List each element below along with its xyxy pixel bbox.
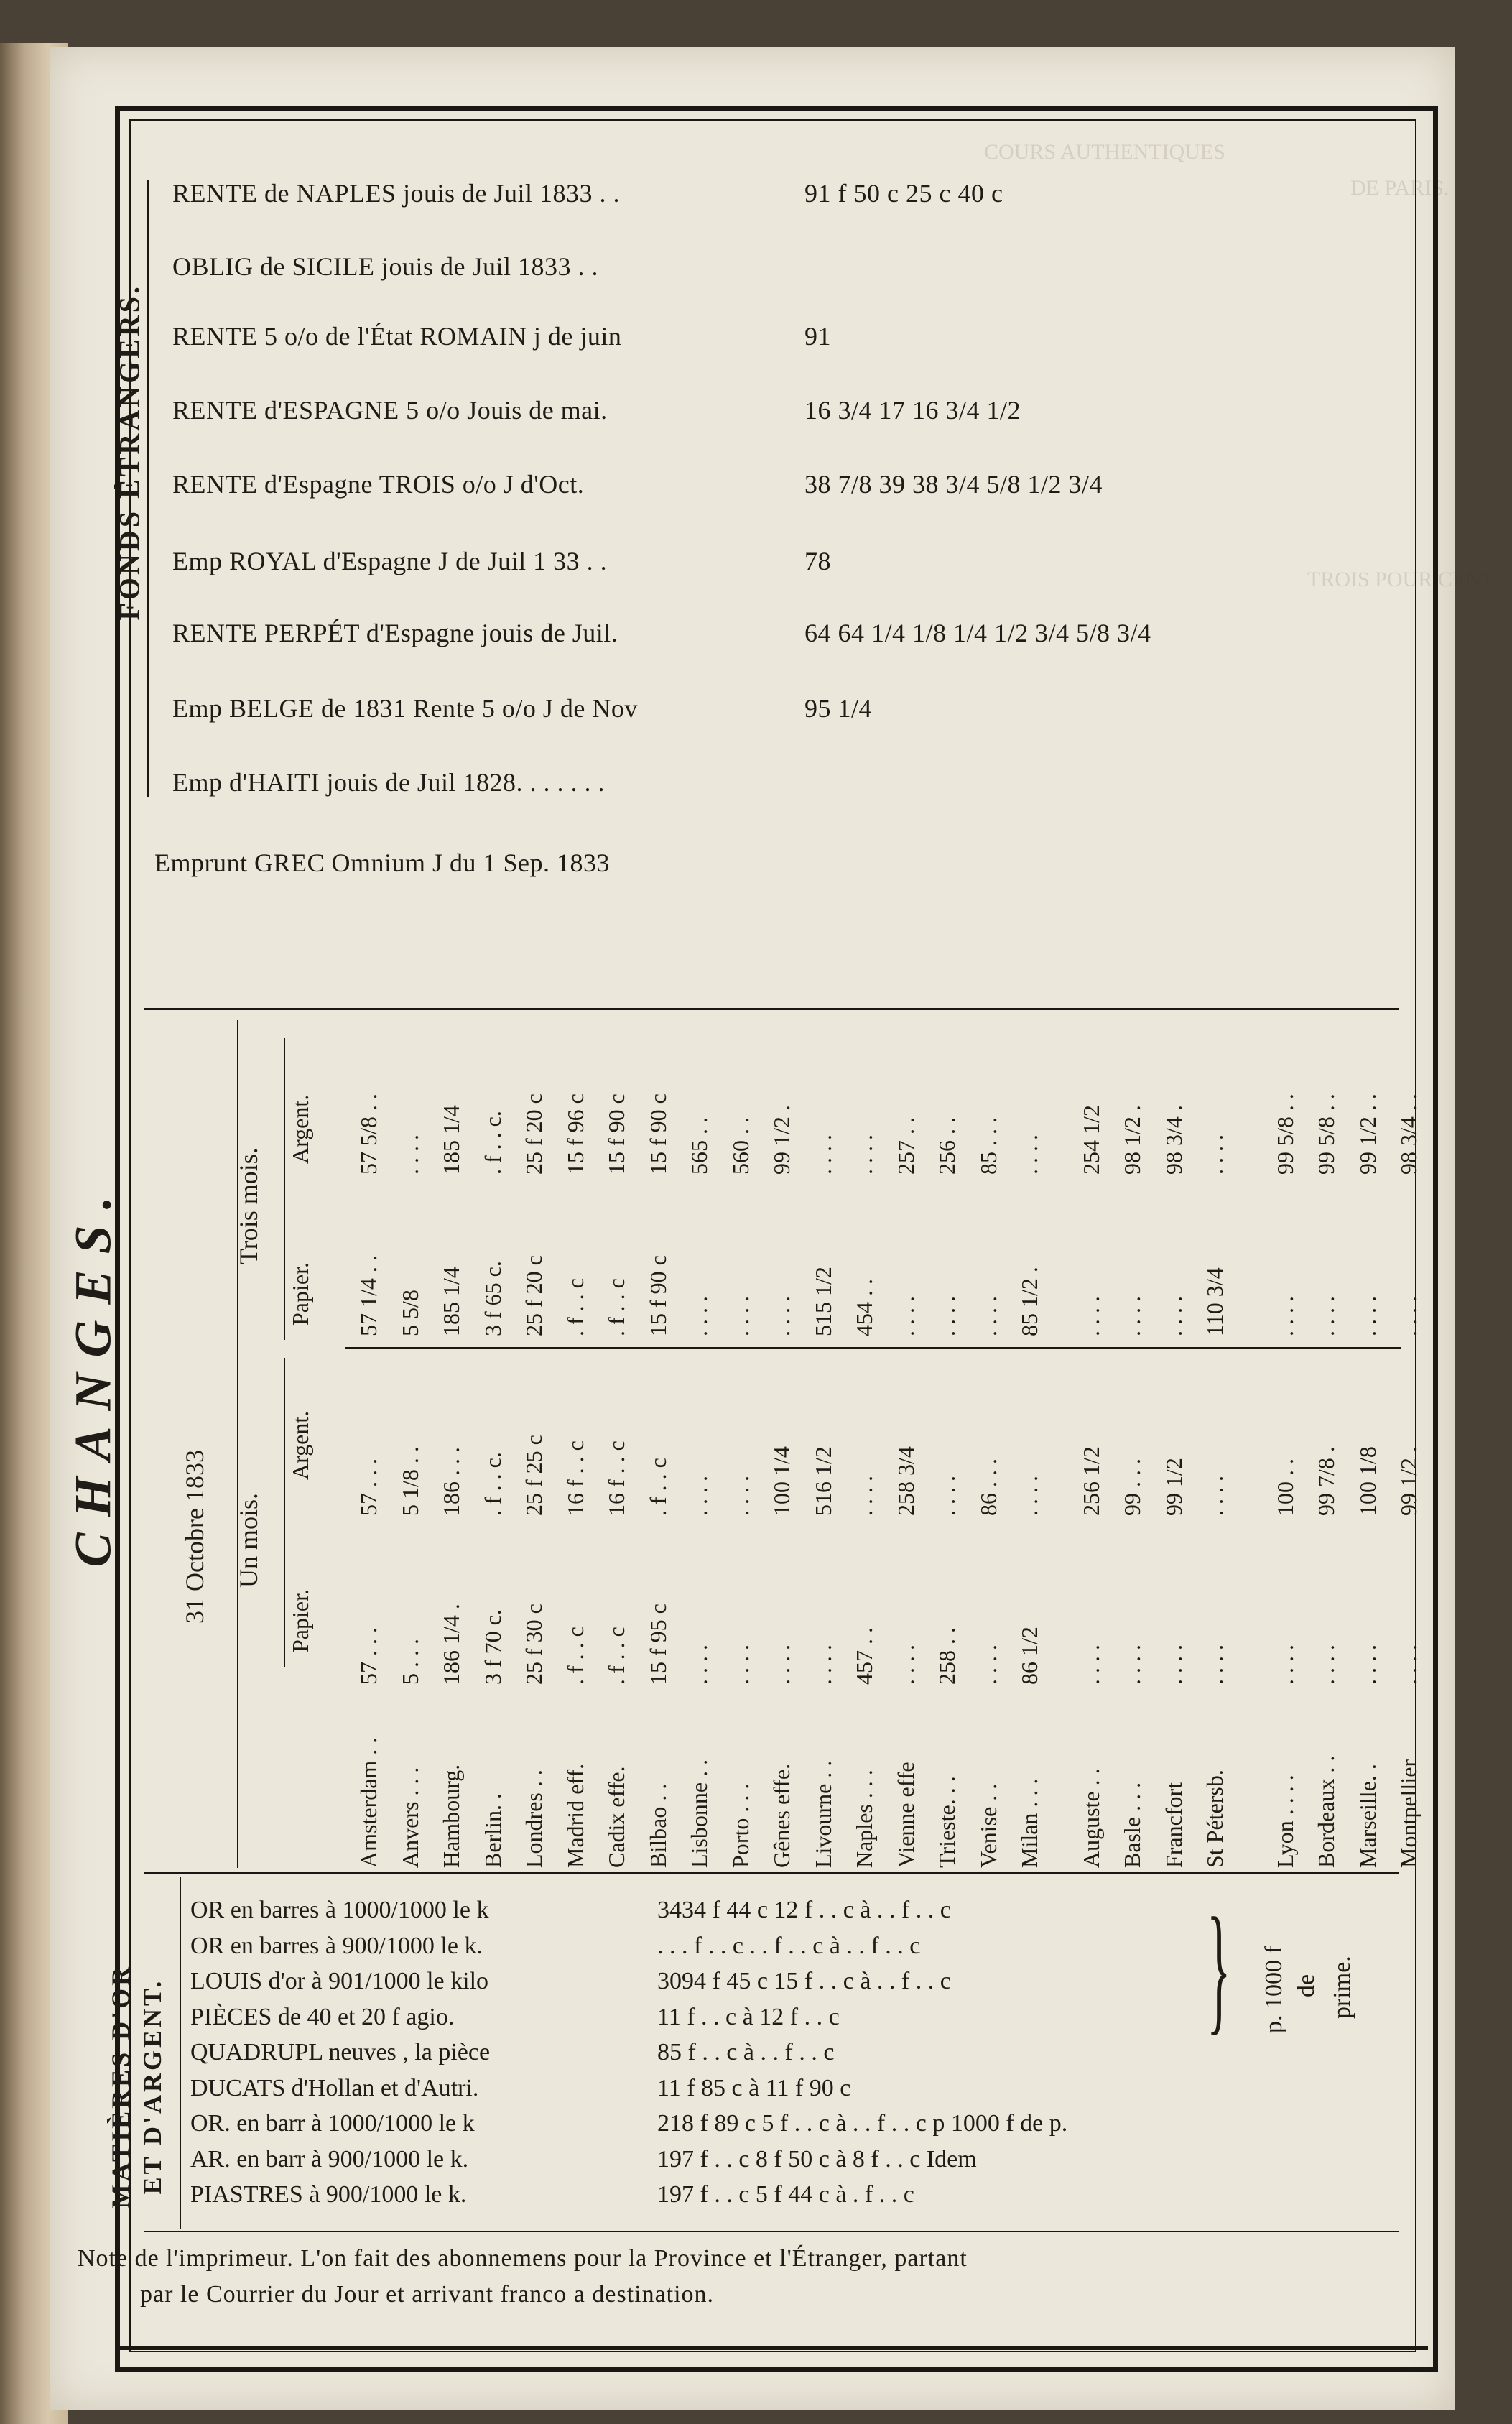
tm-argent-value: . . . . xyxy=(1202,1134,1228,1175)
fonds-row-value: 16 3/4 17 16 3/4 1/2 xyxy=(804,396,1021,425)
um-papier-header: Papier. xyxy=(287,1589,313,1652)
tm-argent-value: . . . . xyxy=(810,1134,836,1175)
um-argent-value: 186 . . . xyxy=(438,1447,464,1516)
fonds-row-label: RENTE PERPÉT d'Espagne jouis de Juil. xyxy=(172,619,618,647)
city-name: Cadix effe. xyxy=(603,1766,629,1868)
tm-papier-value: . . . . xyxy=(892,1296,919,1336)
fonds-row-value: 95 1/4 xyxy=(804,694,873,723)
tm-argent-value: 99 5/8 . . xyxy=(1271,1093,1298,1175)
um-papier-value: . . . . xyxy=(1396,1644,1421,1685)
tm-papier-value: . . . . xyxy=(934,1296,960,1336)
um-argent-value: 5 1/8 . . xyxy=(396,1446,423,1516)
fonds-row xyxy=(172,767,1393,797)
matieres-row-label: OR en barres à 900/1000 le k. xyxy=(190,1932,483,1959)
um-argent-value: 16 f . . c xyxy=(603,1440,629,1516)
fonds-row xyxy=(172,251,1393,282)
city-name: Amsterdam . . xyxy=(356,1737,381,1868)
um-papier-value: . . . . xyxy=(769,1644,794,1685)
um-papier-value: . . . . xyxy=(892,1644,919,1685)
tm-papier-header: Papier. xyxy=(287,1262,313,1326)
fonds-row-label: RENTE 5 o/o de l'État ROMAIN j de juin xyxy=(172,322,622,351)
bracket-note-2: de xyxy=(1293,1974,1319,1997)
tm-papier-value: . . . . xyxy=(1354,1296,1381,1336)
um-papier-value: . . . . xyxy=(1313,1644,1339,1685)
um-papier-value: . . . . xyxy=(1119,1644,1145,1685)
city-name: Lyon . . . . xyxy=(1271,1775,1298,1868)
um-papier-value: . . . . xyxy=(1202,1644,1228,1685)
fonds-row-value: 64 64 1/4 1/8 1/4 1/2 3/4 5/8 3/4 xyxy=(804,619,1151,647)
um-argent-value: . . . . xyxy=(1202,1476,1228,1516)
fonds-row-label: RENTE d'Espagne TROIS o/o J d'Oct. xyxy=(172,470,585,499)
um-argent-header: Argent. xyxy=(287,1410,313,1480)
bracket-note-1: p. 1000 f xyxy=(1261,1946,1287,2033)
tm-papier-value: . . . . xyxy=(769,1296,794,1336)
um-papier-value: . . . . xyxy=(1160,1644,1187,1685)
um-argent-value: 57 . . . xyxy=(356,1458,381,1516)
tm-argent-value: 560 . . xyxy=(727,1117,753,1175)
um-argent-value: 99 1/2 . xyxy=(1396,1446,1421,1516)
tm-papier-value: . f . . c xyxy=(562,1278,588,1336)
city-name: Naples . . . xyxy=(851,1770,877,1868)
matieres-row-label: QUADRUPL neuves , la pièce xyxy=(190,2039,491,2066)
section-divider xyxy=(144,1008,1399,1010)
tm-papier-value: 110 3/4 xyxy=(1202,1267,1228,1336)
tm-argent-header: Argent. xyxy=(287,1094,313,1164)
fonds-row-value: 91 f 50 c 25 c 40 c xyxy=(804,179,1003,208)
tm-argent-value: 25 f 20 c xyxy=(521,1093,547,1175)
footnote-divider xyxy=(144,2231,1399,2232)
fonds-row-label: Emp BELGE de 1831 Rente 5 o/o J de Nov xyxy=(172,694,638,723)
matieres-row-label: AR. en barr à 900/1000 le k. xyxy=(190,2145,469,2173)
um-argent-value: 100 . . xyxy=(1271,1458,1298,1516)
city-name: Auguste . . xyxy=(1077,1768,1104,1868)
tm-papier-value: 15 f 90 c xyxy=(644,1255,671,1336)
um-argent-value: 100 1/4 xyxy=(769,1446,794,1516)
city-name: Gênes effe. xyxy=(769,1763,794,1868)
um-papier-value: 3 f 70 c. xyxy=(479,1609,506,1685)
um-argent-value: 25 f 25 c xyxy=(521,1435,547,1516)
matieres-row-value: 197 f . . c 8 f 50 c à 8 f . . c Idem xyxy=(657,2145,977,2173)
tm-argent-value: 99 1/2 . xyxy=(769,1105,794,1175)
matieres-row-label: PIÈCES de 40 et 20 f agio. xyxy=(190,2003,455,2030)
um-papier-value: . . . . xyxy=(975,1644,1001,1685)
tm-papier-value: 85 1/2 . xyxy=(1016,1267,1042,1336)
matieres-row-value: 3434 f 44 c 12 f . . c à . . f . . c xyxy=(657,1897,951,1923)
matieres-label-line2: ET D'ARGENT. xyxy=(138,1978,167,2195)
fonds-row xyxy=(172,546,1393,576)
um-argent-value: 99 7/8 . xyxy=(1313,1446,1339,1516)
tm-argent-value: 98 1/2 . xyxy=(1119,1105,1145,1175)
um-papier-value: . . . . xyxy=(810,1644,836,1685)
city-name: Francfort xyxy=(1160,1782,1187,1868)
fonds-row xyxy=(172,693,1393,723)
tm-argent-value: 254 1/2 xyxy=(1077,1105,1104,1175)
um-papier-value: . . . . xyxy=(1077,1644,1104,1685)
um-argent-value: 16 f . . c xyxy=(562,1440,588,1516)
um-papier-value: 57 . . . xyxy=(356,1627,381,1685)
um-argent-value: 256 1/2 xyxy=(1077,1446,1104,1516)
tm-papier-value: . . . . xyxy=(727,1296,753,1336)
fonds-row-value: 38 7/8 39 38 3/4 5/8 1/2 3/4 xyxy=(804,470,1103,499)
matieres-row-label: DUCATS d'Hollan et d'Autri. xyxy=(190,2074,479,2101)
tm-papier-value: 5 5/8 xyxy=(396,1290,423,1336)
matieres-label-line1: MATIÈRES D'OR xyxy=(106,1963,135,2209)
matieres-vertical-rule xyxy=(180,1877,181,2229)
city-name: Marseille. . xyxy=(1354,1764,1381,1868)
tm-papier-value: 515 1/2 xyxy=(810,1267,836,1336)
matieres-row-value: 11 f . . c à 12 f . . c xyxy=(657,2003,840,2030)
matieres-row-value: 11 f 85 c à 11 f 90 c xyxy=(657,2074,851,2101)
fonds-row-label: Emp d'HAITI jouis de Juil 1828. . . . . . . xyxy=(172,768,605,797)
fonds-row-value: 91 xyxy=(804,322,831,351)
um-papier-value: . . . . xyxy=(1271,1644,1298,1685)
tm-papier-value: . . . . xyxy=(1396,1296,1421,1336)
fonds-row-label: OBLIG de SICILE jouis de Juil 1833 . . xyxy=(172,252,598,281)
fonds-row xyxy=(154,848,1376,878)
um-argent-value: 516 1/2 xyxy=(810,1446,836,1516)
footnote-line2: par le Courrier du Jour et arrivant franco a destination. xyxy=(140,2281,715,2308)
um-papier-value: . . . . xyxy=(727,1644,753,1685)
city-name: Bilbao . . xyxy=(644,1783,671,1868)
tm-papier-value: . . . . xyxy=(975,1296,1001,1336)
um-argent-value: 258 3/4 xyxy=(892,1446,919,1516)
um-argent-value: . . . . xyxy=(1016,1476,1042,1516)
fonds-row-value: 78 xyxy=(804,547,831,575)
fonds-row xyxy=(172,395,1393,425)
section-divider xyxy=(144,1872,1399,1874)
tm-papier-value: 454 . . xyxy=(851,1279,877,1336)
fonds-vertical-rule xyxy=(147,180,149,797)
um-papier-value: 25 f 30 c xyxy=(521,1604,547,1685)
matieres-row-label: LOUIS d'or à 901/1000 le kilo xyxy=(190,1968,489,1994)
tm-argent-value: 99 1/2 . . xyxy=(1354,1093,1381,1175)
fonds-row xyxy=(172,469,1393,499)
fonds-row xyxy=(172,618,1393,648)
tm-argent-value: 185 1/4 xyxy=(438,1105,464,1175)
tm-argent-value: . . . . xyxy=(396,1134,423,1175)
tm-papier-value: 3 f 65 c. xyxy=(479,1261,506,1336)
un-mois-label: Un mois. xyxy=(234,1492,263,1588)
un-mois-brace xyxy=(284,1358,285,1667)
fonds-row-label: Emprunt GREC Omnium J du 1 Sep. 1833 xyxy=(154,848,611,877)
um-argent-value: 99 . . . xyxy=(1119,1458,1145,1516)
city-name: Londres . . xyxy=(521,1770,547,1868)
um-papier-value: . . . . xyxy=(1354,1644,1381,1685)
um-papier-value: . . . . xyxy=(686,1644,712,1685)
changes-month-divider xyxy=(345,1347,1401,1349)
city-name: Hambourg. xyxy=(438,1764,464,1868)
city-name: Venise . . xyxy=(975,1783,1001,1868)
tm-argent-value: 15 f 90 c xyxy=(644,1093,671,1175)
tm-argent-value: 57 5/8 . . xyxy=(356,1093,381,1175)
um-argent-value: . . . . xyxy=(934,1476,960,1516)
changes-label: CHANGES. xyxy=(64,1180,122,1568)
um-argent-value: . . . . xyxy=(851,1476,877,1516)
um-argent-value: 86 . . . xyxy=(975,1458,1001,1516)
tm-papier-value: . . . . xyxy=(1313,1296,1339,1336)
city-name: Milan . . . xyxy=(1016,1778,1042,1868)
matieres-row-value: . . . f . . c . . f . . c à . . f . . c xyxy=(657,1932,921,1959)
fonds-etrangers-label: FONDS ÉTRANGERS. xyxy=(113,283,146,621)
trois-mois-brace xyxy=(284,1038,285,1340)
city-name: Madrid eff. xyxy=(562,1763,588,1868)
city-name: Bordeaux . . xyxy=(1313,1755,1339,1868)
um-argent-value: . . . . xyxy=(686,1476,712,1516)
city-name: St Pétersb. xyxy=(1202,1770,1228,1868)
um-papier-value: 86 1/2 xyxy=(1016,1627,1042,1685)
um-argent-value: . f . . c. xyxy=(479,1452,506,1516)
bottom-rule xyxy=(115,2346,1428,2350)
um-argent-value: . . . . xyxy=(727,1476,753,1516)
city-name: Montpellier xyxy=(1396,1759,1421,1868)
bracket-note-3: prime. xyxy=(1329,1956,1355,2019)
tm-papier-value: . . . . xyxy=(1271,1296,1298,1336)
um-argent-value: 99 1/2 xyxy=(1160,1458,1187,1516)
matieres-row-value: 197 f . . c 5 f 44 c à . f . . c xyxy=(657,2181,914,2208)
matieres-label xyxy=(105,1935,168,2237)
tm-argent-value: 99 5/8 . . xyxy=(1313,1093,1339,1175)
tm-argent-value: 15 f 96 c xyxy=(562,1093,588,1175)
matieres-row-value: 85 f . . c à . . f . . c xyxy=(657,2039,835,2066)
matieres-row-label: PIASTRES à 900/1000 le k. xyxy=(190,2181,467,2208)
city-name: Lisbonne . . xyxy=(686,1759,712,1868)
tm-papier-value: . . . . xyxy=(1119,1296,1145,1336)
um-papier-value: 15 f 95 c xyxy=(644,1604,671,1685)
um-papier-value: 186 1/4 . xyxy=(438,1604,464,1685)
tm-argent-value: 98 3/4 . xyxy=(1160,1105,1187,1175)
tm-argent-value: 257 . . xyxy=(892,1117,919,1175)
city-name: Vienne effe xyxy=(892,1762,919,1868)
tm-papier-value: 57 1/4 . . xyxy=(356,1255,381,1336)
bleed-through-text: TROIS POUR CENT xyxy=(1307,568,1495,591)
bracket-glyph: } xyxy=(1207,1889,1231,2048)
city-name: Porto . . . xyxy=(727,1783,753,1868)
city-name: Berlin. . xyxy=(479,1793,506,1868)
um-papier-value: . f . . c xyxy=(603,1627,629,1685)
tm-papier-value: 25 f 20 c xyxy=(521,1255,547,1336)
bleed-through-text: COURS AUTHENTIQUES xyxy=(984,140,1225,164)
bleed-through-text: DE PARIS. xyxy=(1350,176,1450,200)
tm-papier-value: . . . . xyxy=(1077,1296,1104,1336)
tm-papier-value: 185 1/4 xyxy=(438,1267,464,1336)
tm-argent-value: . f . . c. xyxy=(479,1111,506,1175)
tm-argent-value: 15 f 90 c xyxy=(603,1093,629,1175)
tm-argent-value: 565 . . xyxy=(686,1117,712,1175)
tm-papier-value: . f . . c xyxy=(603,1278,629,1336)
changes-date: 31 Octobre 1833 xyxy=(180,1450,209,1624)
um-argent-value: . f . . c xyxy=(644,1458,671,1516)
fonds-row xyxy=(172,321,1393,351)
matieres-row-value: 3094 f 45 c 15 f . . c à . . f . . c xyxy=(657,1968,951,1994)
um-papier-value: . f . . c xyxy=(562,1627,588,1685)
um-papier-value: 457 . . xyxy=(851,1627,877,1685)
matieres-row-label: OR. en barr à 1000/1000 le k xyxy=(190,2110,475,2137)
tm-argent-value: . . . . xyxy=(1016,1134,1042,1175)
city-name: Anvers . . . xyxy=(396,1767,423,1868)
um-argent-value: 100 1/8 xyxy=(1354,1446,1381,1516)
tm-papier-value: . . . . xyxy=(686,1296,712,1336)
tm-argent-value: 85 . . . xyxy=(975,1117,1001,1175)
fonds-row-label: RENTE de NAPLES jouis de Juil 1833 . . xyxy=(172,179,620,208)
tm-argent-value: 98 3/4 . . xyxy=(1396,1093,1421,1175)
fonds-row-label: Emp ROYAL d'Espagne J de Juil 1 33 . . xyxy=(172,547,608,575)
fonds-row xyxy=(172,178,1393,208)
matieres-row-label: OR en barres à 1000/1000 le k xyxy=(190,1897,489,1923)
um-papier-value: 258 . . xyxy=(934,1627,960,1685)
trois-mois-label: Trois mois. xyxy=(234,1147,263,1264)
tm-argent-value: 256 . . xyxy=(934,1117,960,1175)
footnote-line1: Note de l'imprimeur. L'on fait des abonnemens pour la Province et l'Étranger, partant xyxy=(78,2245,968,2272)
matieres-row-value: 218 f 89 c 5 f . . c à . . f . . c p 1000 f de p. xyxy=(657,2110,1068,2137)
fonds-row-label: RENTE d'ESPAGNE 5 o/o Jouis de mai. xyxy=(172,396,608,425)
tm-argent-value: . . . . xyxy=(851,1134,877,1175)
um-papier-value: 5 . . . xyxy=(396,1639,423,1685)
city-name: Trieste. . . xyxy=(934,1776,960,1868)
tm-papier-value: . . . . xyxy=(1160,1296,1187,1336)
city-name: Basle . . . xyxy=(1119,1782,1145,1868)
city-name: Livourne . . xyxy=(810,1760,836,1868)
